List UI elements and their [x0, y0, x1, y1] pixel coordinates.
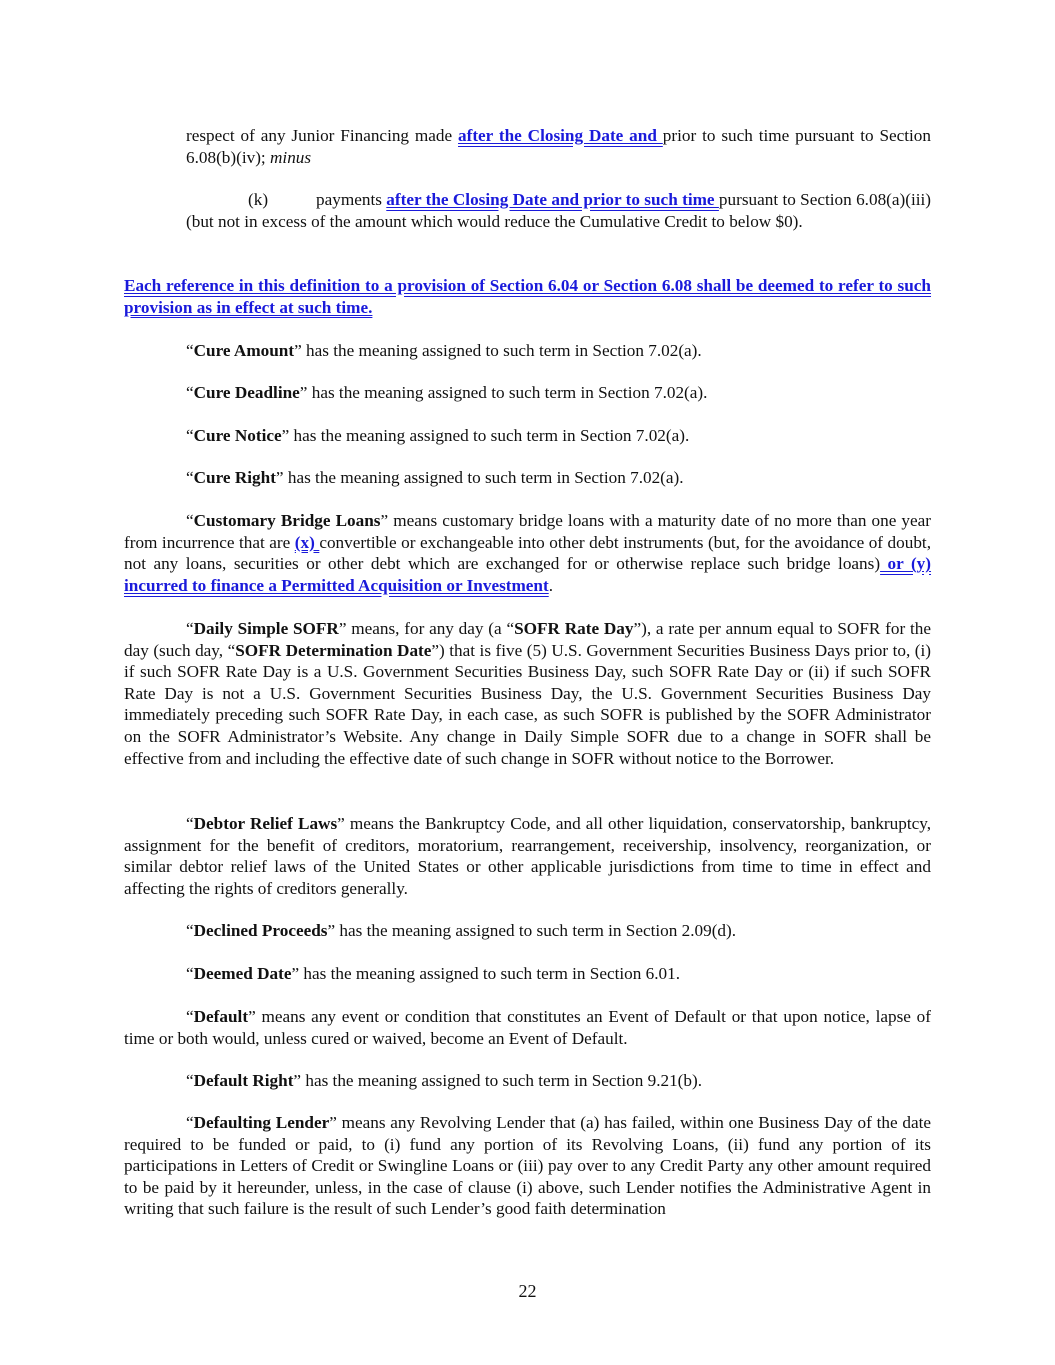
defined-term: Debtor Relief Laws: [193, 814, 338, 833]
open-quote: “: [186, 921, 194, 940]
definition-text: ” has the meaning assigned to such term in Section 7.02(a).: [294, 341, 702, 360]
definition-deemed-date: [124, 963, 931, 985]
inserted-text: after the Closing Date and: [458, 126, 663, 145]
inserted-text: (x): [294, 532, 320, 552]
definition-cure-notice: [124, 425, 931, 447]
defined-term: Daily Simple SOFR: [193, 619, 339, 638]
definition-cure-amount: [124, 340, 931, 362]
definition-default-right: [124, 1070, 931, 1092]
open-quote: “: [186, 468, 194, 487]
definition-defaulting-lender: [124, 1112, 931, 1220]
defined-term: Deemed Date: [193, 964, 292, 983]
definition-debtor-relief-laws: [124, 813, 931, 899]
open-quote: “: [186, 1113, 194, 1132]
definition-text: ” has the meaning assigned to such term in Section 6.01.: [291, 964, 681, 983]
item-k-label: (k): [248, 190, 269, 209]
text-span: pursuant to Section 6.08(a)(iii) (but not in excess of the amount which would reduce the Cumulative Credit to below $0).: [186, 190, 932, 231]
defined-term: SOFR Rate Day: [514, 619, 634, 638]
open-quote: “: [186, 383, 194, 402]
open-quote: “: [186, 426, 194, 445]
defined-term: Default: [193, 1007, 249, 1026]
continuation-paragraph: [186, 125, 931, 168]
open-quote: “: [186, 341, 194, 360]
text-span: payments: [316, 190, 387, 209]
defined-term: Declined Proceeds: [193, 921, 328, 940]
definition-daily-simple-sofr: [124, 618, 931, 769]
definition-text: ” has the meaning assigned to such term in Section 2.09(d).: [327, 921, 737, 940]
item-k-paragraph: [186, 189, 931, 232]
open-quote: “: [186, 1071, 194, 1090]
inserted-paragraph: Each reference in this definition to a provision of Section 6.04 or Section 6.08 shall be deemed to refer to such provision as in effect at such time.: [124, 276, 931, 317]
open-quote: “: [186, 814, 194, 833]
defined-term: Customary Bridge Loans: [193, 511, 381, 530]
open-quote: “: [186, 1007, 194, 1026]
text-span: prior to such time pursuant to Section 6.08(b)(iv);: [186, 126, 931, 167]
defined-term: Defaulting Lender: [193, 1113, 330, 1132]
definition-text: ” means any Revolving Lender that (a) has failed, within one Business Day of the date required to be funded or paid, to (i) fund any portion of its Revolving Loans, (ii) fund any portion of its participations in Letters of Credit or Swingline Loans or (iii) pay over to any Credit Party any other amount required to be paid by it hereunder, unless, in the case of clause (i) above, such Lender notifies the Administrative Agent in writing that such failure is the result of such Lender’s good faith determination: [124, 1113, 932, 1219]
defined-term: Cure Notice: [193, 426, 282, 445]
definition-declined-proceeds: [124, 920, 931, 942]
definition-text: convertible or exchangeable into other debt instruments (but, for the avoidance of doubt, not any loans, securities or other debt which are exchanged for or otherwise replace such bridge loans): [124, 532, 931, 574]
definition-text: ” has the meaning assigned to such term in Section 7.02(a).: [275, 468, 684, 487]
open-quote: “: [186, 964, 194, 983]
minus-word: minus: [270, 147, 312, 167]
text-span: .: [548, 575, 554, 595]
definition-text: ” has the meaning assigned to such term in Section 7.02(a).: [281, 426, 690, 445]
defined-term: Cure Deadline: [193, 383, 300, 402]
definition-text: ” has the meaning assigned to such term in Section 9.21(b).: [293, 1071, 703, 1090]
defined-term: Default Right: [193, 1071, 294, 1090]
definition-text: ” means any event or condition that constitutes an Event of Default or that upon notice, lapse of time or both would, unless cured or waived, become an Event of Default.: [124, 1007, 931, 1048]
inserted-text: after the Closing Date and prior to such time: [386, 190, 719, 209]
definition-text: ” means, for any day (a “: [338, 619, 515, 638]
definition-cure-deadline: [124, 382, 931, 404]
text-span: respect of any Junior Financing made: [186, 126, 459, 145]
definition-text: ” means customary bridge loans with a maturity date of no more than one year from incurrence that are: [124, 511, 931, 552]
definition-default: [124, 1006, 931, 1049]
definition-text: ” means the Bankruptcy Code, and all other liquidation, conservatorship, bankruptcy, assignment for the benefit of creditors, moratorium, rearrangement, receivership, insolvency, reorganization, or similar debtor relief laws of the United States or other applicable jurisdictions from time to time in effect and affecting the rights of creditors generally.: [124, 814, 932, 898]
definition-text: ”), a rate per annum equal to SOFR for the day (such day, “: [124, 619, 931, 660]
defined-term: SOFR Determination Date: [235, 640, 432, 660]
defined-term: Cure Amount: [193, 341, 295, 360]
definition-text: ”) that is five (5) U.S. Government Securities Business Days prior to, (i) if such SOFR Rate Day is a U.S. Government Securities Business Day, such SOFR Rate Day or (ii) if such SOFR Rate Day is not a U.S. Government Securities Business Day, the U.S. Government Securities Business Day immediately preceding such SOFR Rate Day, in each case, as such SOFR is published by the SOFR Administrator on the SOFR Administrator’s Website. Any change in Daily Simple SOFR due to a change in SOFR shall be effective from and including the effective date of such change in SOFR without notice to the Borrower.: [124, 640, 931, 768]
defined-term: Cure Right: [193, 468, 276, 487]
definition-text: ” has the meaning assigned to such term in Section 7.02(a).: [299, 383, 708, 402]
definition-cure-right: [124, 467, 931, 489]
open-quote: “: [186, 619, 194, 638]
page-number: 22: [518, 1281, 537, 1301]
inserted-text: or (y) incurred to finance a Permitted Acquisition or Investment: [124, 554, 932, 595]
open-quote: “: [186, 511, 194, 530]
definition-customary-bridge-loans: [124, 510, 931, 596]
